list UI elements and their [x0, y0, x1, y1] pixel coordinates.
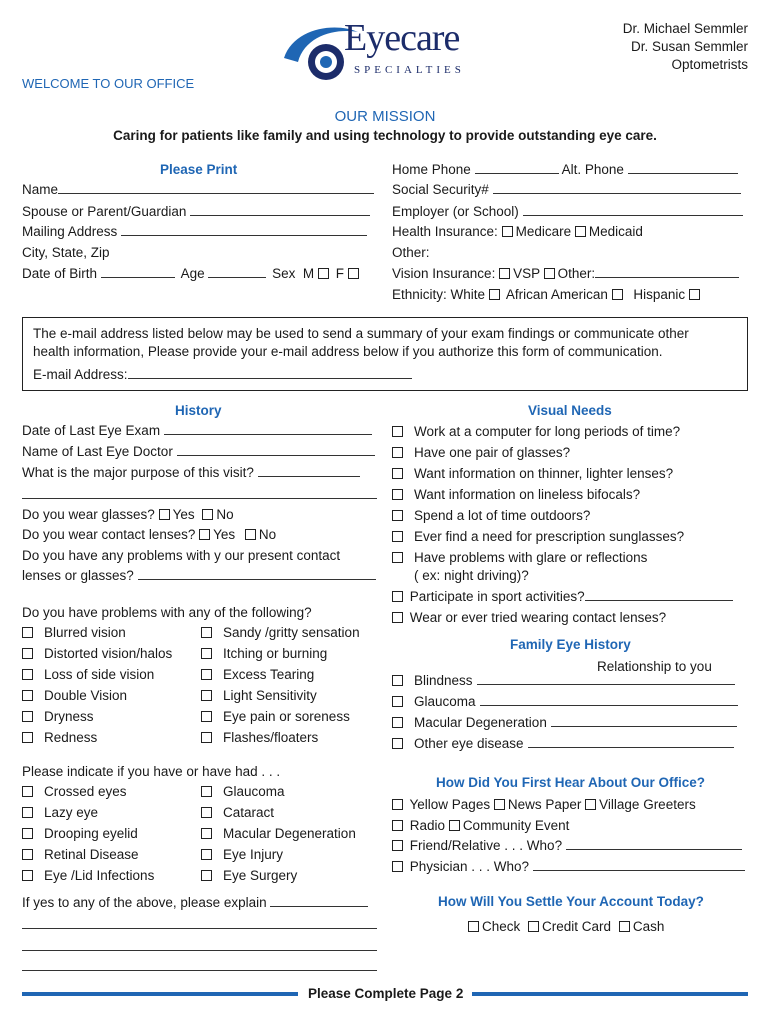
visual-need-label: Have problems with glare or reflections	[414, 550, 648, 565]
problem-checkbox[interactable]	[22, 711, 33, 722]
yellow-pages-label: Yellow Pages	[409, 797, 491, 812]
problem-item	[201, 624, 360, 642]
hear-row-4	[392, 858, 745, 876]
hispanic-checkbox[interactable]	[689, 289, 700, 300]
email-field[interactable]	[128, 367, 412, 379]
visual-need-item	[392, 528, 684, 546]
settle-heading: How Will You Settle Your Account Today?	[438, 894, 704, 909]
condition-item	[201, 825, 356, 843]
contacts-no-label: No	[258, 527, 277, 542]
problem-item	[22, 687, 127, 705]
family-history-relationship-field[interactable]	[528, 736, 734, 748]
african-checkbox[interactable]	[612, 289, 623, 300]
visual-need-label: Want information on thinner, lighter lenses?	[414, 466, 674, 481]
email-label: E-mail Address:	[33, 367, 128, 382]
purpose-row	[22, 464, 360, 482]
medicare-label: Medicare	[515, 224, 572, 239]
friend-field[interactable]	[566, 838, 742, 850]
problems-row-1: Do you have any problems with y our present contact	[22, 548, 341, 563]
condition-label: Eye /Lid Infections	[44, 868, 155, 883]
spouse-label: Spouse or Parent/Guardian	[22, 204, 187, 219]
explain-field-2[interactable]	[22, 928, 377, 929]
problem-label: Flashes/floaters	[223, 730, 319, 745]
visual-need-label: Ever find a need for prescription sunglasses?	[414, 529, 685, 544]
condition-item	[22, 804, 98, 822]
please-print-heading: Please Print	[160, 162, 238, 177]
african-label: African American	[505, 287, 608, 302]
health-ins-label: Health Insurance:	[392, 224, 498, 239]
doctors	[623, 20, 748, 74]
spouse-field[interactable]	[190, 204, 370, 216]
mailing-label: Mailing Address	[22, 224, 118, 239]
other-ins-label: Other:	[392, 245, 430, 260]
problem-label: Excess Tearing	[223, 667, 315, 682]
ethnicity-white-label: Ethnicity: White	[392, 287, 486, 302]
mailing-row	[22, 223, 367, 241]
sport-row	[392, 588, 733, 606]
visual-need-item	[392, 465, 673, 483]
problem-label: Loss of side vision	[44, 667, 155, 682]
family-history-label: Other eye disease	[414, 736, 524, 751]
dob-field[interactable]	[101, 266, 175, 278]
condition-item	[201, 846, 283, 864]
visual-need-item	[392, 423, 680, 441]
visual-need-label: Work at a computer for long periods of time?	[414, 424, 681, 439]
medicaid-checkbox[interactable]	[575, 226, 586, 237]
sex-m-checkbox[interactable]	[318, 268, 329, 279]
hear-heading: How Did You First Hear About Our Office?	[436, 775, 706, 790]
problem-item	[22, 645, 172, 663]
welcome-text: WELCOME TO OUR OFFICE	[22, 76, 195, 91]
vision-ins-label: Vision Insurance:	[392, 266, 496, 281]
condition-label: Macular Degeneration	[223, 826, 356, 841]
problem-checkbox[interactable]	[201, 711, 212, 722]
problem-label: Light Sensitivity	[223, 688, 317, 703]
family-history-item	[392, 672, 735, 690]
condition-label: Eye Surgery	[223, 868, 298, 883]
problem-label: Double Vision	[44, 688, 128, 703]
family-history-label: Glaucoma	[414, 694, 476, 709]
radio-checkbox[interactable]	[392, 820, 403, 831]
problem-label: Itching or burning	[223, 646, 328, 661]
ssn-label: Social Security#	[392, 182, 489, 197]
explain-field-3[interactable]	[22, 950, 377, 951]
name-field[interactable]	[58, 182, 374, 194]
problem-item	[201, 687, 317, 705]
check-checkbox[interactable]	[468, 921, 479, 932]
doctor-title: Optometrists	[671, 57, 748, 72]
last-exam-row	[22, 422, 372, 440]
dob-label: Date of Birth	[22, 266, 98, 281]
problems-field[interactable]	[138, 568, 376, 580]
last-doctor-row	[22, 443, 375, 461]
glasses-yes-checkbox[interactable]	[159, 509, 170, 520]
news-paper-checkbox[interactable]	[494, 799, 505, 810]
last-doctor-field[interactable]	[177, 444, 375, 456]
visual-need-checkbox[interactable]	[392, 531, 403, 542]
problem-checkbox[interactable]	[201, 732, 212, 743]
problem-item	[22, 666, 154, 684]
dob-row	[22, 265, 362, 283]
condition-item	[201, 867, 297, 885]
problem-item	[22, 624, 126, 642]
explain-label: If yes to any of the above, please explain	[22, 895, 267, 910]
glasses-label: Do you wear glasses?	[22, 507, 155, 522]
problem-checkbox[interactable]	[22, 669, 33, 680]
problem-checkbox[interactable]	[201, 627, 212, 638]
condition-checkbox[interactable]	[22, 849, 33, 860]
sex-label: Sex	[272, 266, 296, 281]
sex-f-checkbox[interactable]	[348, 268, 359, 279]
email-notice-2: health information, Please provide your e-mail address below if you authorize this form of communication.	[33, 344, 663, 359]
contacts-tried-checkbox[interactable]	[392, 612, 403, 623]
other-ins-row	[392, 244, 430, 262]
condition-label: Retinal Disease	[44, 847, 139, 862]
condition-label: Glaucoma	[223, 784, 285, 799]
problem-checkbox[interactable]	[22, 627, 33, 638]
following-label: Do you have problems with any of the following?	[22, 605, 312, 620]
last-exam-label: Date of Last Eye Exam	[22, 423, 161, 438]
family-history-relationship-field[interactable]	[477, 673, 735, 685]
physician-field[interactable]	[533, 859, 745, 871]
friend-label: Friend/Relative . . . Who?	[409, 838, 563, 853]
vision-other-checkbox[interactable]	[544, 268, 555, 279]
condition-item	[22, 825, 138, 843]
sex-f-label: F	[335, 266, 344, 281]
contacts-row	[22, 526, 276, 544]
footer-rule-left	[22, 992, 298, 996]
visual-need-item	[392, 444, 570, 462]
night-driving-label: ( ex: night driving)?	[414, 568, 529, 583]
visual-need-checkbox[interactable]	[392, 552, 403, 563]
alt-phone-label: Alt. Phone	[561, 162, 624, 177]
village-greeters-label: Village Greeters	[599, 797, 696, 812]
doctor-2: Dr. Susan Semmler	[630, 39, 748, 54]
email-notice-1: The e-mail address listed below may be used to send a summary of your exam findings or communicate other	[33, 326, 689, 341]
logo-brand: Eyecare	[344, 17, 460, 59]
problem-checkbox[interactable]	[201, 690, 212, 701]
vsp-label: VSP	[513, 266, 540, 281]
visual-need-checkbox[interactable]	[392, 468, 403, 479]
condition-checkbox[interactable]	[22, 870, 33, 881]
family-history-label: Blindness	[414, 673, 473, 688]
problem-checkbox[interactable]	[22, 690, 33, 701]
condition-item	[22, 846, 139, 864]
problem-item	[22, 729, 97, 747]
family-history-relationship-field[interactable]	[480, 694, 738, 706]
problem-label: Redness	[44, 730, 98, 745]
cash-checkbox[interactable]	[619, 921, 630, 932]
ethnicity-row	[392, 286, 703, 304]
contacts-label: Do you wear contact lenses?	[22, 527, 196, 542]
mailing-field[interactable]	[121, 224, 367, 236]
visual-need-item	[392, 507, 590, 525]
problem-item	[22, 708, 94, 726]
problem-label: Dryness	[44, 709, 94, 724]
problem-item	[201, 666, 314, 684]
problem-item	[201, 729, 318, 747]
vsp-checkbox[interactable]	[499, 268, 510, 279]
medicaid-label: Medicaid	[588, 224, 643, 239]
problem-label: Distorted vision/halos	[44, 646, 173, 661]
hispanic-label: Hispanic	[633, 287, 686, 302]
radio-label: Radio	[409, 818, 446, 833]
contacts-no-checkbox[interactable]	[245, 529, 256, 540]
sport-label: Participate in sport activities?	[409, 589, 585, 604]
family-history-item	[392, 735, 734, 753]
mission-title: OUR MISSION	[334, 108, 436, 125]
condition-label: Eye Injury	[223, 847, 284, 862]
ssn-field[interactable]	[493, 182, 741, 194]
family-history-checkbox[interactable]	[392, 738, 403, 749]
condition-label: Lazy eye	[44, 805, 99, 820]
glasses-row	[22, 506, 234, 524]
visual-need-checkbox[interactable]	[392, 489, 403, 500]
purpose-label: What is the major purpose of this visit?	[22, 465, 254, 480]
friend-checkbox[interactable]	[392, 840, 403, 851]
family-history-item	[392, 693, 738, 711]
hear-row-1	[392, 796, 696, 814]
last-doctor-label: Name of Last Eye Doctor	[22, 444, 173, 459]
cash-label: Cash	[632, 919, 665, 934]
problem-checkbox[interactable]	[201, 669, 212, 680]
problems-label: lenses or glasses?	[22, 568, 134, 583]
family-history-checkbox[interactable]	[392, 696, 403, 707]
condition-label: Crossed eyes	[44, 784, 127, 799]
settle-row	[468, 918, 664, 936]
history-heading: History	[175, 403, 222, 418]
problem-label: Blurred vision	[44, 625, 126, 640]
family-history-label: Macular Degeneration	[414, 715, 547, 730]
problem-label: Eye pain or soreness	[223, 709, 350, 724]
condition-item	[201, 783, 285, 801]
visual-need-label: Have one pair of glasses?	[414, 445, 571, 460]
employer-field[interactable]	[523, 204, 743, 216]
ssn-row	[392, 181, 741, 199]
indicate-label: Please indicate if you have or have had . . .	[22, 764, 281, 779]
visual-need-checkbox[interactable]	[392, 510, 403, 521]
footer-text: Please Complete Page 2	[308, 986, 464, 1001]
physician-checkbox[interactable]	[392, 861, 403, 872]
condition-checkbox[interactable]	[201, 870, 212, 881]
problem-item	[201, 708, 350, 726]
visual-needs-heading: Visual Needs	[528, 403, 612, 418]
physician-label: Physician . . . Who?	[409, 859, 530, 874]
problem-item	[201, 645, 327, 663]
logo-tagline: SPECIALTIES	[354, 64, 465, 76]
hear-row-2	[392, 817, 569, 835]
visual-need-item	[392, 549, 647, 567]
family-history-item	[392, 714, 737, 732]
name-row	[22, 181, 374, 199]
visual-need-label: Spend a lot of time outdoors?	[414, 508, 591, 523]
news-paper-label: News Paper	[507, 797, 582, 812]
family-history-checkbox[interactable]	[392, 717, 403, 728]
vision-other-label: Other:	[557, 266, 596, 281]
explain-row	[22, 894, 368, 912]
name-label: Name	[22, 182, 59, 197]
age-label: Age	[180, 266, 205, 281]
purpose-field[interactable]	[258, 465, 360, 477]
spouse-row	[22, 203, 370, 221]
hear-row-3	[392, 837, 742, 855]
credit-card-label: Credit Card	[542, 919, 612, 934]
problem-label: Sandy /gritty sensation	[223, 625, 360, 640]
sport-field[interactable]	[585, 589, 733, 601]
white-checkbox[interactable]	[489, 289, 500, 300]
condition-item	[22, 867, 154, 885]
health-ins-row	[392, 223, 643, 241]
community-event-label: Community Event	[462, 818, 570, 833]
problem-checkbox[interactable]	[201, 648, 212, 659]
family-history-relationship-field[interactable]	[551, 715, 737, 727]
employer-row	[392, 203, 743, 221]
check-label: Check	[482, 919, 521, 934]
explain-field-4[interactable]	[22, 970, 377, 971]
condition-checkbox[interactable]	[201, 807, 212, 818]
family-history-heading: Family Eye History	[510, 637, 631, 652]
condition-item	[201, 804, 274, 822]
last-exam-field[interactable]	[164, 423, 372, 435]
email-row	[33, 366, 412, 384]
relationship-label: Relationship to you	[597, 659, 712, 674]
visual-need-item	[392, 486, 640, 504]
city-label: City, State, Zip	[22, 245, 110, 260]
home-phone-label: Home Phone	[392, 162, 471, 177]
sex-m-label: M	[302, 266, 315, 281]
condition-item	[22, 783, 127, 801]
problem-checkbox[interactable]	[22, 648, 33, 659]
condition-checkbox[interactable]	[201, 828, 212, 839]
logo	[280, 18, 495, 88]
family-history-checkbox[interactable]	[392, 675, 403, 686]
yellow-pages-checkbox[interactable]	[392, 799, 403, 810]
mission-text: Caring for patients like family and using technology to provide outstanding eye care.	[113, 128, 657, 143]
glasses-yes-label: Yes	[172, 507, 195, 522]
footer-rule-right	[472, 992, 748, 996]
community-event-checkbox[interactable]	[449, 820, 460, 831]
medicare-checkbox[interactable]	[502, 226, 513, 237]
condition-checkbox[interactable]	[201, 849, 212, 860]
age-field[interactable]	[208, 266, 266, 278]
visual-need-checkbox[interactable]	[392, 447, 403, 458]
problem-checkbox[interactable]	[22, 732, 33, 743]
city-row	[22, 244, 110, 262]
alt-phone-field[interactable]	[628, 162, 738, 174]
purpose-field-2[interactable]	[22, 498, 377, 499]
village-greeters-checkbox[interactable]	[585, 799, 596, 810]
visual-need-checkbox[interactable]	[392, 426, 403, 437]
credit-card-checkbox[interactable]	[528, 921, 539, 932]
home-phone-field[interactable]	[475, 162, 559, 174]
employer-label: Employer (or School)	[392, 204, 519, 219]
doctor-1: Dr. Michael Semmler	[622, 21, 748, 36]
glasses-no-checkbox[interactable]	[202, 509, 213, 520]
problems-row-2	[22, 567, 376, 585]
condition-label: Drooping eyelid	[44, 826, 138, 841]
condition-checkbox[interactable]	[22, 807, 33, 818]
condition-checkbox[interactable]	[22, 828, 33, 839]
contacts-tried-row	[392, 609, 666, 627]
condition-checkbox[interactable]	[22, 786, 33, 797]
vision-other-field[interactable]	[595, 266, 739, 278]
visual-need-label: Want information on lineless bifocals?	[414, 487, 641, 502]
sport-checkbox[interactable]	[392, 591, 403, 602]
contacts-yes-checkbox[interactable]	[199, 529, 210, 540]
condition-checkbox[interactable]	[201, 786, 212, 797]
vision-ins-row	[392, 265, 739, 283]
phone-row	[392, 161, 738, 179]
condition-label: Cataract	[223, 805, 275, 820]
explain-field[interactable]	[270, 895, 368, 907]
contacts-tried-label: Wear or ever tried wearing contact lenses?	[409, 610, 667, 625]
contacts-yes-label: Yes	[213, 527, 236, 542]
glasses-no-label: No	[216, 507, 234, 522]
